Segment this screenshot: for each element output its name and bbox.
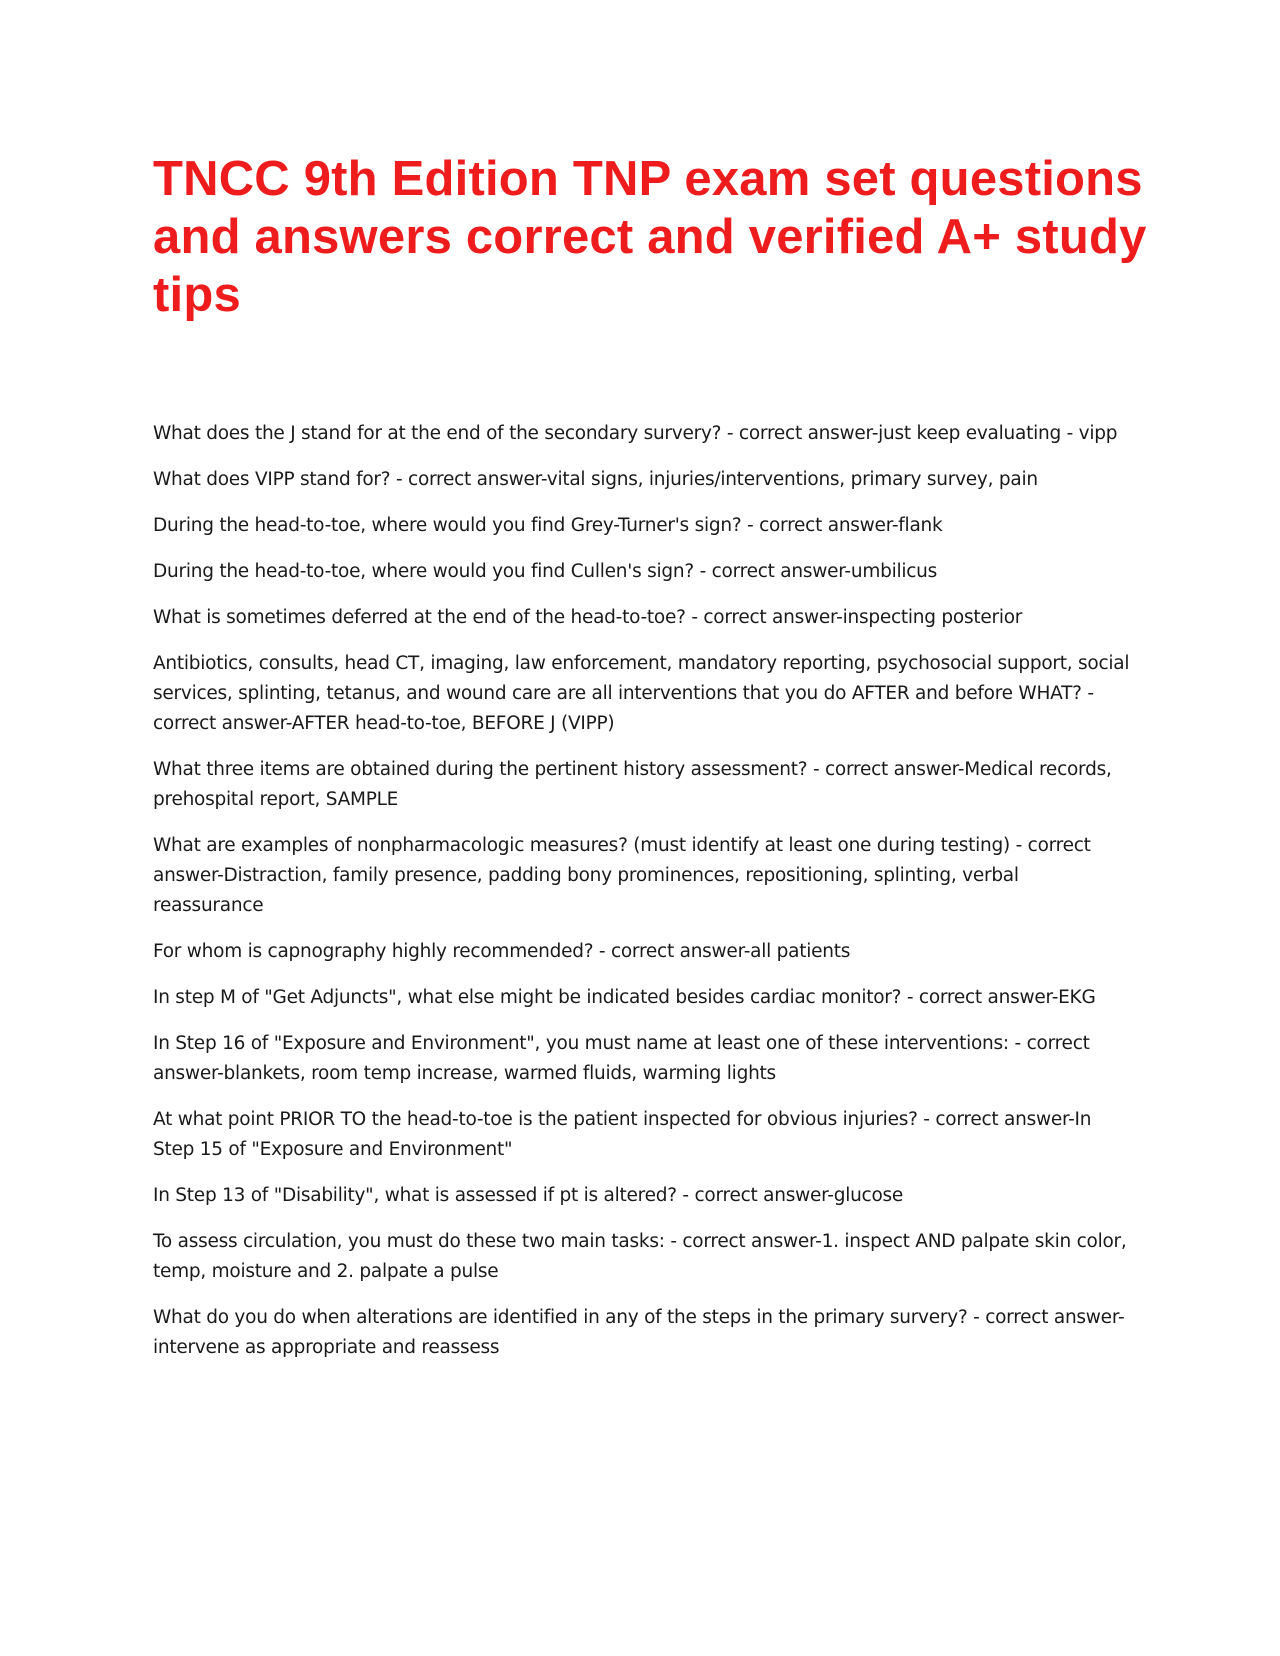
document-title: TNCC 9th Edition TNP exam set questions and answers correct and verified A+ study tips xyxy=(153,152,1147,322)
qa-item: For whom is capnography highly recommended? - correct answer-all patients xyxy=(153,941,851,962)
qa-item: What is sometimes deferred at the end of the head-to-toe? - correct answer-inspecting posterior xyxy=(153,607,1023,628)
qa-item: In Step 13 of "Disability", what is assessed if pt is altered? - correct answer-glucose xyxy=(153,1185,904,1206)
qa-item: What three items are obtained during the pertinent history assessment? - correct answer-Medical records, prehospital report, SAMPLE xyxy=(153,759,1112,810)
qa-item: What does VIPP stand for? - correct answer-vital signs, injuries/interventions, primary survey, pain xyxy=(153,469,1038,490)
qa-item: What are examples of nonpharmacologic measures? (must identify at least one during testing) - correct answer-Distraction, family presence, padding bony prominences, repositioning, splinting, verbal reassurance xyxy=(153,835,1091,916)
qa-item: What does the J stand for at the end of the secondary survery? - correct answer-just keep evaluating - vipp xyxy=(153,423,1118,444)
qa-item: What do you do when alterations are identified in any of the steps in the primary survery? - correct answer-intervene as appropriate and reassess xyxy=(153,1307,1125,1358)
question-answer-list xyxy=(153,419,1133,1379)
qa-item: Antibiotics, consults, head CT, imaging, law enforcement, mandatory reporting, psychosocial support, social services, splinting, tetanus, and wound care are all interventions that you do AFTER and before WHAT? - correct answer-AFTER head-to-toe, BEFORE J (VIPP) xyxy=(153,653,1130,734)
qa-item: In step M of "Get Adjuncts", what else might be indicated besides cardiac monitor? - correct answer-EKG xyxy=(153,987,1096,1008)
qa-item: At what point PRIOR TO the head-to-toe is the patient inspected for obvious injuries? - correct answer-In Step 15 of "Exposure and Environment" xyxy=(153,1109,1092,1160)
qa-item: To assess circulation, you must do these two main tasks: - correct answer-1. inspect AND palpate skin color, temp, moisture and 2. palpate a pulse xyxy=(153,1231,1127,1282)
qa-item: In Step 16 of "Exposure and Environment", you must name at least one of these interventions: - correct answer-blankets, room temp increase, warmed fluids, warming lights xyxy=(153,1033,1090,1084)
qa-item: During the head-to-toe, where would you find Cullen's sign? - correct answer-umbilicus xyxy=(153,561,938,582)
qa-item: During the head-to-toe, where would you find Grey-Turner's sign? - correct answer-flank xyxy=(153,515,943,536)
